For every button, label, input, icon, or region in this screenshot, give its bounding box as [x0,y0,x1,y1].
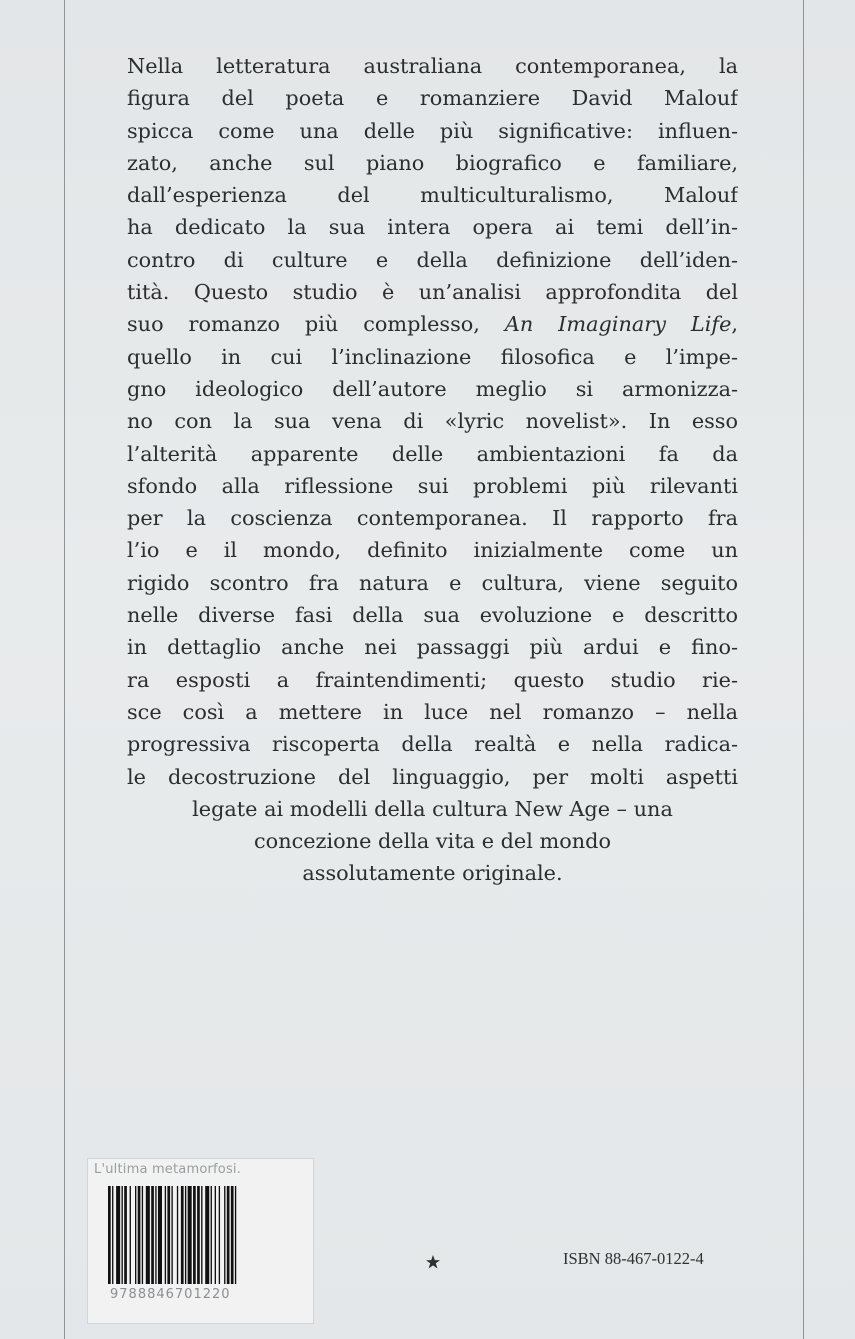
blurb-line: spicca come una delle più significative: influen- [127,118,738,143]
blurb-line: zato, anche sul piano biografico e familiare, [127,150,738,175]
blurb-line: ra esposti a fraintendimenti; questo studio rie- [127,667,738,692]
right-frame-line [803,0,804,1339]
blurb-line: assolutamente originale. [302,861,563,886]
left-frame-line [64,0,65,1339]
blurb-line: ha dedicato la sua intera opera ai temi dell’in- [127,215,738,240]
barcode-icon [108,1186,293,1284]
barcode-title: L'ultima metamorfosi. [94,1162,242,1177]
blurb-line: gno ideologico dell’autore meglio si armonizza- [127,376,738,401]
blurb-line: figura del poeta e romanziere David Malouf [127,86,738,111]
blurb-line: dall’esperienza del multiculturalismo, Malouf [127,183,738,208]
blurb-line: sce così a mettere in luce nel romanzo – nella [127,699,738,724]
blurb-line: l’alterità apparente delle ambientazioni fa da [127,441,738,466]
blurb-line: per la coscienza contemporanea. Il rapporto fra [127,506,738,531]
blurb-line: le decostruzione del linguaggio, per molti aspetti [127,764,738,789]
book-title-italic: An Imaginary Life [504,312,732,337]
blurb-text [127,50,738,890]
blurb-line: rigido scontro fra natura e cultura, viene seguito [127,570,738,595]
barcode-label [87,1158,314,1324]
blurb-line: nelle diverse fasi della sua evoluzione e descritto [127,603,738,628]
barcode-number: 9788846701220 [110,1287,231,1302]
blurb-line-prefix: suo romanzo più complesso, [127,312,505,337]
blurb-line: quello in cui l’inclinazione filosofica e l’impe- [127,344,738,369]
star-icon [425,1254,441,1270]
blurb-line-suffix: , [731,312,738,337]
blurb-line: Nella letteratura australiana contemporanea, la [127,54,738,78]
blurb-line: in dettaglio anche nei passaggi più ardui e fino- [127,635,738,660]
blurb-line: legate ai modelli della cultura New Age – una [192,796,673,821]
blurb-line: sfondo alla riflessione sui problemi più rilevanti [127,473,738,498]
blurb-line: contro di culture e della definizione dell’iden- [127,247,738,272]
blurb-line: l’io e il mondo, definito inizialmente come un [127,538,738,563]
blurb-line: concezione della vita e del mondo [254,829,611,854]
blurb-line: no con la sua vena di «lyric novelist». In esso [127,409,738,434]
isbn: ISBN 88-467-0122-4 [563,1249,704,1268]
blurb-line-with-title [127,308,738,340]
blurb-line: progressiva riscoperta della realtà e nella radica- [127,732,738,757]
blurb-line: tità. Questo studio è un’analisi approfondita del [127,280,738,305]
